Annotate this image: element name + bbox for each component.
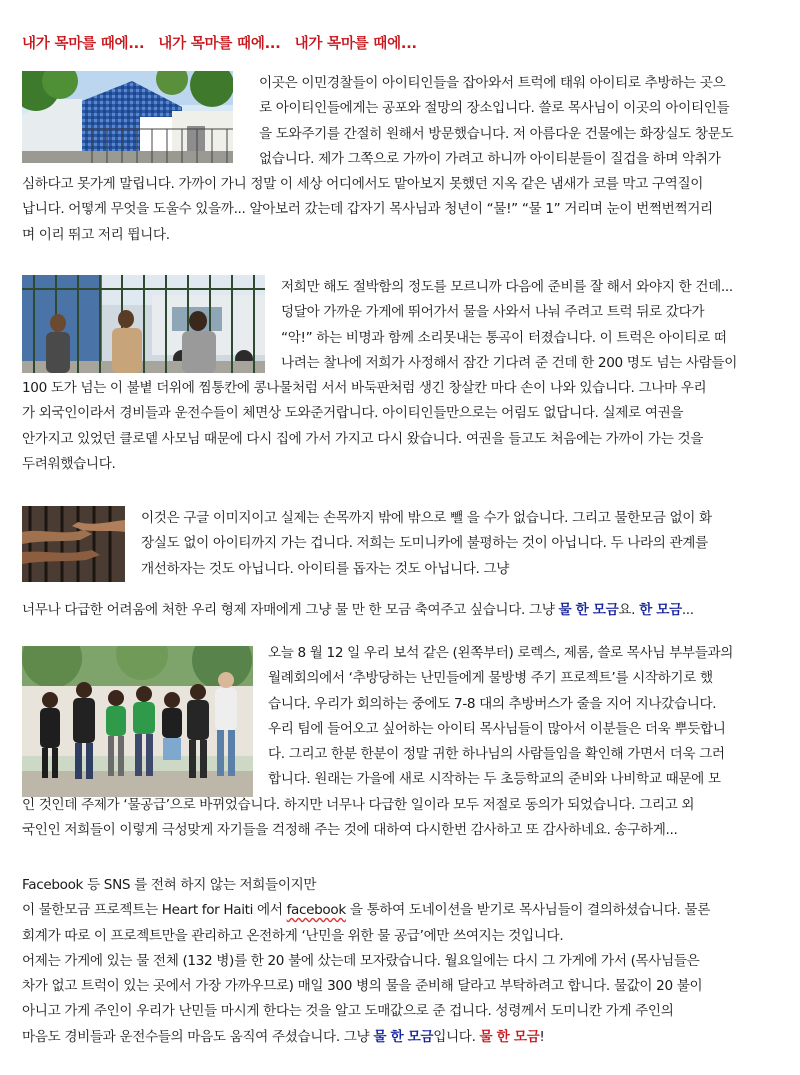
section-3-text [22,506,782,582]
tail-text: ... [681,602,694,618]
text-line: 두려워했습니다. [22,456,116,473]
tail-text: 요. [618,602,640,618]
text-line: 습니다. 우리가 회의하는 중에도 7-8 대의 추방버스가 줄을 지어 지나갔습니다. [268,695,717,712]
title-part: 내가 목마를 때에... [158,36,281,52]
text-span: 마음도 경비들과 운전수들의 마음도 움직여 주셨습니다. 그냥 [22,1028,374,1045]
text-line: 며 이리 뛰고 저리 뜁니다. [22,226,170,243]
text-span: 을 통하여 도네이션을 받기로 목사님들이 결의하셨습니다. 물론 [345,902,710,919]
text-line: 어제는 가게에 있는 물 전체 (132 병)를 한 20 불에 샀는데 모자랐습니다. 월요일에는 다시 그 가게에 가서 (목사님들은 [22,952,700,969]
text-line: 납니다. 어떻게 무엇을 도울수 있을까... 알아보러 갔는데 갑자기 목사님과 청년이 “물!” “물 1” 거리며 눈이 번쩍번쩍거리 [22,201,713,218]
text-line [22,898,782,923]
text-line: 100 도가 넘는 이 불볕 더위에 찜통칸에 콩나물처럼 서서 바둑판처럼 생긴 창살칸 마다 손이 나와 있습니다. 그나마 우리 [22,380,707,397]
text-line: 다. 그리고 한분 한분이 정말 귀한 하나님의 사람들임을 확인해 가면서 더욱 그러 [268,746,725,763]
title-part: 내가 목마를 때에... [294,36,417,52]
text-line: 오늘 8 월 12 일 우리 보석 같은 (왼쪽부터) 로렉스, 제롬, 쓸로 목사님 부부들과의 [268,645,734,661]
document-title [22,32,431,53]
text-line: 우리 팀에 들어오고 싶어하는 아이티 목사님들이 많아서 이분들은 더욱 뿌듯합니 [268,720,726,737]
text-line: 장실도 없이 아이티까지 가는 겁니다. 저희는 도미니카에 불평하는 것이 아닙니다. 두 나라의 관계를 [141,535,708,552]
text-line: 가 외국인이라서 경비들과 운전수들이 체면상 도와준거랍니다. 아이티인들만으로는 어림도 없답니다. 실제로 여권을 [22,405,684,422]
emphasis-red: 물 한 모금 [479,1028,540,1045]
text-line: 회계가 따로 이 프로젝트만을 관리하고 온전하게 ‘난민을 위한 물 공급’에만 쓰여지는 것입니다. [22,927,564,944]
text-line: “악!” 하는 비명과 함께 소리못내는 통곡이 터졌습니다. 이 트럭은 아이티로 떠 [281,329,727,346]
section-4-text [22,641,782,843]
text-line: 심하다고 못가게 말립니다. 가까이 가니 정말 이 세상 어디에서도 맡아보지 못했던 지옥 같은 냄새가 코를 막고 구역질이 [22,176,704,193]
tail-emphasis: 물 한 모금 [558,602,619,618]
text-line: Facebook 등 SNS 를 전혀 하지 않는 저희들이지만 [22,877,317,893]
title-part: 내가 목마를 때에... [22,36,145,52]
text-line: 개선하자는 것도 아닙니다. 아이티를 돕자는 것도 아닙니다. 그냥 [141,560,510,577]
text-line: 차가 없고 트럭이 있는 곳에서 가장 가까우므로) 매일 300 병의 물을 준비해 달라고 부탁하려고 합니다. 물값이 20 불이 [22,978,703,995]
text-line: 아니고 가게 주인이 우리가 난민들 마시게 한다는 것을 알고 도매값으로 준 겁니다. 성령께서 도미니칸 가게 주인의 [22,1003,674,1020]
text-line: 나려는 찰나에 저희가 사정해서 잠간 기다려 준 건데 한 200 명도 넘는 사람들이 [281,354,737,371]
section-1-text [22,71,782,248]
text-line: 국인인 저희들이 이렇게 극성맞게 자기들을 걱정해 주는 것에 대하여 다시한번 감사하고 또 감사하네요. 송구하게... [22,822,678,839]
text-line: 저희만 해도 절박함의 정도를 모르니까 다음에 준비를 잘 해서 와야지 한 건데... [281,279,733,295]
text-line: 없습니다. 제가 그쪽으로 가까이 가려고 하니까 아이티분들이 질겁을 하며 악취가 [259,150,721,167]
text-span: 이 물한모금 프로젝트는 Heart for Haiti 에서 [22,902,287,919]
text-span: 입니다. [433,1028,480,1045]
text-line [22,598,782,623]
text-line: 덩달아 가까운 가게에 뛰어가서 물을 사와서 나눠 주려고 트럭 뒤로 갔다가 [281,304,705,321]
text-line: 이곳은 이민경찰들이 아이티인들을 잡아와서 트럭에 태워 아이티로 추방하는 곳으 [259,75,726,91]
text-line: 이것은 구글 이미지이고 실제는 손목까지 밖에 밖으로 뺄 을 수가 없습니다. 그리고 물한모금 없이 화 [141,510,712,526]
section-5-text [22,873,782,1050]
text-line: 월례회의에서 ‘추방당하는 난민들에게 물방병 주기 프로젝트’를 시작하기로 했 [268,670,713,687]
emphasis-blue: 물 한 모금 [373,1028,434,1045]
text-span: ! [539,1028,545,1045]
tail-text: 너무나 다급한 어려움에 처한 우리 형제 자매에게 그냥 물 만 한 모금 축여주고 싶습니다. 그냥 [22,602,559,618]
text-line: 합니다. 원래는 가을에 새로 시작하는 두 초등학교의 준비와 나비학교 때문에 모 [268,771,721,788]
tail-emphasis: 한 모금 [639,602,682,618]
text-line: 안가지고 있었던 클로뎉 사모님 때문에 다시 집에 가서 가지고 다시 왔습니다. 여권을 들고도 처음에는 가까이 가는 것을 [22,430,704,447]
facebook-word: facebook [286,902,346,919]
section-3-tail [22,598,782,623]
text-line: 을 도와주기를 간절히 원해서 방문했습니다. 저 아름다운 건물에는 화장실도 창문도 [259,125,734,142]
text-line: 인 것인데 주제가 ‘물공급’으로 바뀌었습니다. 하지만 너무나 다급한 일이라 모두 저절로 동의가 되었습니다. 그리고 외 [22,796,695,813]
text-line: 로 아이티인들에게는 공포와 절망의 장소입니다. 쓸로 목사님이 이곳의 아이티인들 [259,100,730,117]
text-line [22,1025,782,1050]
section-2-text [22,275,782,477]
